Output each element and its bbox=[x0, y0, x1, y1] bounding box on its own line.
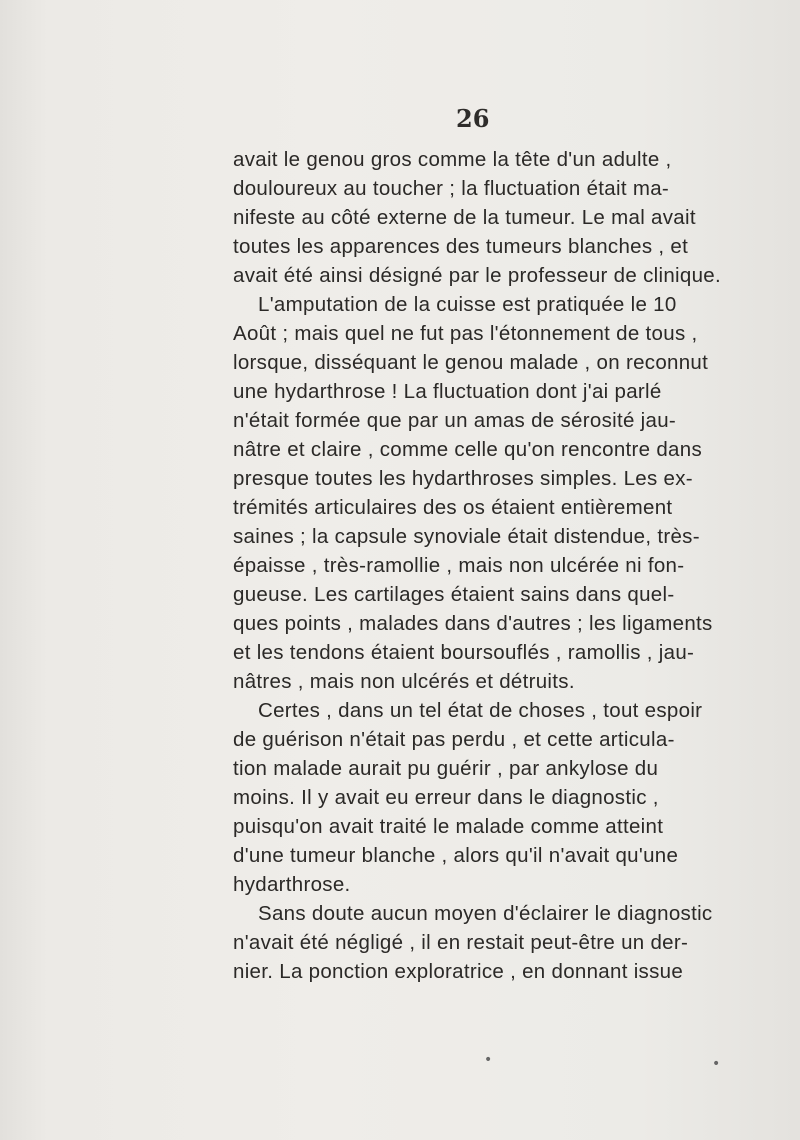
text-line: avait le genou gros comme la tête d'un adulte , bbox=[233, 148, 672, 171]
text-line: de guérison n'était pas perdu , et cette articula- bbox=[233, 728, 675, 751]
text-line: ques points , malades dans d'autres ; les ligaments bbox=[233, 612, 713, 635]
text-line: n'avait été négligé , il en restait peut-être un der- bbox=[233, 931, 689, 954]
text-line: n'était formée que par un amas de sérosité jau- bbox=[233, 409, 677, 432]
text-line: L'amputation de la cuisse est pratiquée le 10 bbox=[258, 293, 677, 316]
text-line: toutes les apparences des tumeurs blanches , et bbox=[233, 235, 689, 258]
text-line: nâtres , mais non ulcérés et détruits. bbox=[233, 670, 575, 693]
text-line: nâtre et claire , comme celle qu'on rencontre dans bbox=[233, 438, 703, 461]
text-line: nier. La ponction exploratrice , en donnant issue bbox=[233, 960, 684, 983]
text-line: douloureux au toucher ; la fluctuation était ma- bbox=[233, 177, 670, 200]
speck-mark: • bbox=[712, 1056, 721, 1072]
text-line: Certes , dans un tel état de choses , tout espoir bbox=[258, 699, 703, 722]
text-line: lorsque, disséquant le genou malade , on reconnut bbox=[233, 351, 709, 374]
text-line: hydarthrose. bbox=[233, 873, 351, 896]
text-line: moins. Il y avait eu erreur dans le diagnostic , bbox=[233, 786, 659, 809]
text-line: une hydarthrose ! La fluctuation dont j'ai parlé bbox=[233, 380, 662, 403]
text-line: puisqu'on avait traité le malade comme atteint bbox=[233, 815, 664, 838]
text-line: gueuse. Les cartilages étaient sains dans quel- bbox=[233, 583, 675, 606]
text-line: d'une tumeur blanche , alors qu'il n'avait qu'une bbox=[233, 844, 679, 867]
text-line: saines ; la capsule synoviale était distendue, très- bbox=[233, 525, 700, 548]
speck-mark: • bbox=[484, 1052, 493, 1068]
text-line: avait été ainsi désigné par le professeur de clinique. bbox=[233, 264, 721, 287]
text-line: et les tendons étaient boursouflés , ramollis , jau- bbox=[233, 641, 695, 664]
text-line: Sans doute aucun moyen d'éclairer le diagnostic bbox=[258, 902, 713, 925]
text-line: épaisse , très-ramollie , mais non ulcérée ni fon- bbox=[233, 554, 685, 577]
text-line: nifeste au côté externe de la tumeur. Le mal avait bbox=[233, 206, 696, 229]
page-number: 26 bbox=[456, 104, 490, 133]
text-line: Août ; mais quel ne fut pas l'étonnement de tous , bbox=[233, 322, 698, 345]
text-line: trémités articulaires des os étaient entièrement bbox=[233, 496, 673, 519]
text-line: presque toutes les hydarthroses simples. Les ex- bbox=[233, 467, 693, 490]
text-line: tion malade aurait pu guérir , par ankylose du bbox=[233, 757, 659, 780]
